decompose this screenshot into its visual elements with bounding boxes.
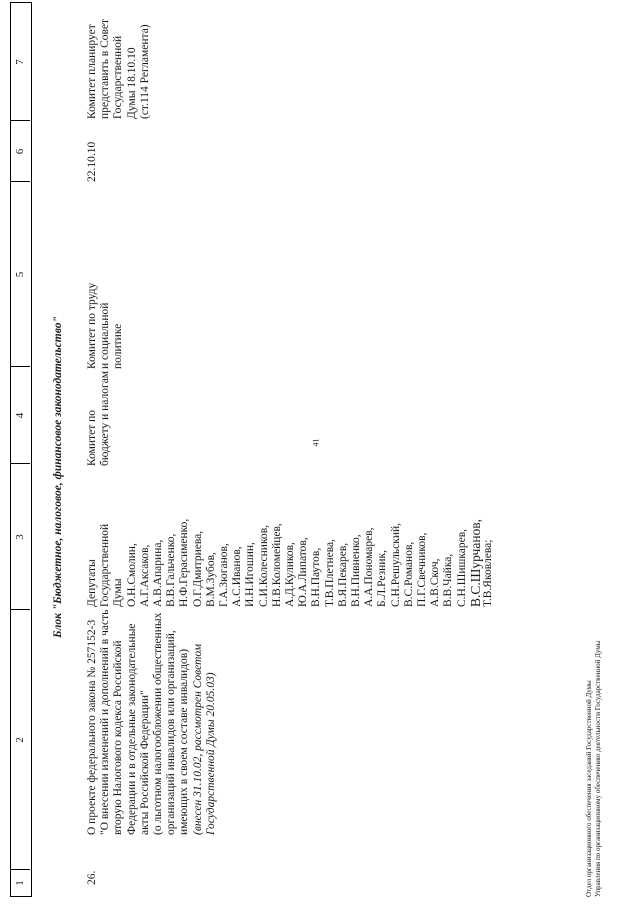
author-line: А.Д.Куликов,	[284, 542, 297, 607]
profile-committee-line: и социальной	[99, 302, 112, 369]
profile-committee	[86, 273, 126, 369]
author-line: О.Н.Смолин,	[125, 543, 138, 607]
author-line: А.В.Апарина,	[152, 539, 165, 607]
rotated-page	[10, 2, 630, 897]
responsible-committee-line: Комитет по	[86, 410, 98, 466]
author-line: А.В.Скоч,	[429, 558, 442, 607]
author-line: В.С.Романов,	[402, 541, 415, 607]
date: 22.10.10	[86, 141, 98, 182]
column-header-5: 5	[11, 181, 30, 367]
author-line: С.Н.Шишкарев,	[455, 528, 468, 607]
author-line: Ю.А.Липатов,	[297, 537, 310, 607]
author-line: В.С.Шурчанов,	[467, 518, 483, 607]
author-line: И.Н.Игошин,	[244, 542, 257, 607]
footer-line: Отдел организационного обеспечения заседаний Государственной Думы	[585, 680, 593, 897]
bill-authors	[86, 465, 495, 607]
bill-title-line: вторую Налогового кодекса Российской	[112, 640, 125, 835]
author-line: А.С.Иванов,	[231, 546, 244, 607]
author-line: О.Г.Дмитриева,	[191, 530, 204, 607]
bill-title-line: организаций инвалидов или организаций,	[165, 630, 178, 835]
profile-committee-line: Комитет по труду	[86, 282, 98, 369]
author-line: В.Я.Пекарев,	[336, 542, 349, 607]
author-line: Т.В.Плетнева,	[323, 539, 336, 607]
column-header-2: 2	[11, 609, 30, 870]
author-line: В.Н.Пивненко,	[350, 534, 363, 607]
bill-title-line: имеющих в своем составе инвалидов)	[178, 648, 191, 835]
note-line: Государственной	[112, 35, 125, 119]
bill-title-line: акты Российской Федерации"	[138, 690, 151, 835]
column-header-4: 4	[11, 366, 30, 464]
note	[86, 4, 152, 119]
bill-status-line: Государственной Думы 20.05.03)	[204, 672, 217, 835]
bill-title-line: "О внесении изменений и дополнений в часть	[99, 609, 112, 835]
block-title: Блок "Бюджетное, налоговое, финансовое законодательство"	[52, 316, 64, 638]
note-line: (ст.114 Регламента)	[138, 24, 151, 119]
footer	[585, 641, 603, 897]
note-line: представить в Совет	[99, 18, 112, 119]
author-line: Н.В.Коломейцев,	[270, 523, 283, 607]
author-line: Н.Ф.Герасименко,	[178, 518, 191, 607]
bill-status-line: (внесен 31.10.02, рассмотрен Советом	[191, 643, 204, 835]
page-number: 41	[311, 438, 321, 447]
column-header-7: 7	[14, 59, 26, 65]
note-line: Комитет планирует	[86, 24, 98, 119]
author-line: Государственной	[99, 523, 112, 607]
author-line: В.М.Зубов,	[204, 552, 217, 607]
column-header-6: 6	[11, 120, 30, 182]
author-line: Б.Л.Резник,	[376, 550, 389, 607]
profile-committee-line: политике	[112, 323, 125, 369]
author-line: В.В.Гальченко,	[165, 533, 178, 607]
author-line: Думы	[112, 578, 125, 607]
author-line: Т.В.Яковлева;	[482, 539, 495, 607]
bill-title-line: Федерации и в отдельные законодательные	[125, 623, 138, 835]
author-line: В.В.Чайка,	[442, 553, 455, 607]
responsible-committee	[86, 370, 112, 466]
author-line: П.Г.Свечников,	[416, 532, 429, 607]
column-header-3: 3	[11, 463, 30, 610]
author-line: Г.А.Зюганов,	[218, 543, 231, 607]
author-line: С.Н.Решульский,	[389, 522, 402, 607]
responsible-committee-line: бюджету и налогам	[99, 370, 112, 466]
author-line: В.Н.Паутов,	[310, 547, 323, 607]
bill-title-line: О проекте федерального закона № 257152-3	[86, 619, 98, 835]
column-header-1: 1	[11, 869, 30, 896]
bill-title-line: (о льготном налогообложении общественных	[152, 612, 165, 835]
footer-line: Управления по организационному обеспечению деятельности Государственной Думы	[594, 640, 602, 897]
note-line: Думы 18.10.10	[125, 47, 138, 119]
row-number: 26.	[86, 870, 98, 885]
column-header-row	[10, 2, 32, 897]
author-line: С.И.Колесников,	[257, 524, 270, 607]
author-line: Депутаты	[86, 559, 98, 607]
author-line: А.А.Пономарев,	[363, 527, 376, 607]
author-line: А.Г.Аксаков,	[138, 544, 151, 607]
bill-title	[86, 609, 218, 835]
